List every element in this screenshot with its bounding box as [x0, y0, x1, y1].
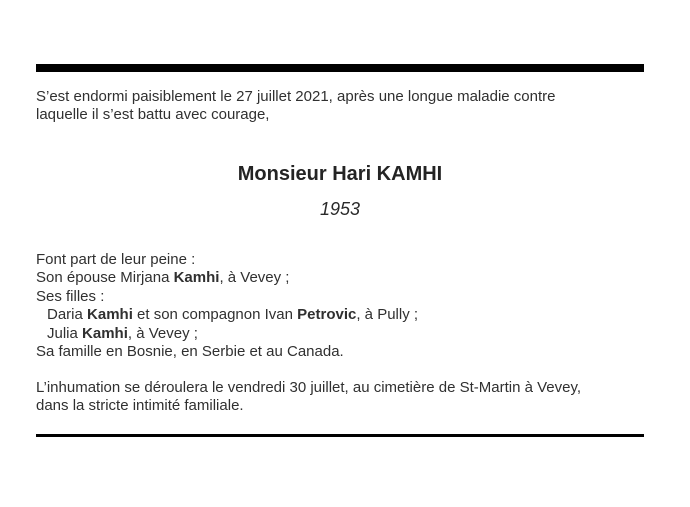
- text-line: Ses filles :: [36, 287, 105, 305]
- bottom-rule: [36, 434, 644, 437]
- text-line: Son épouse Mirjana Kamhi, à Vevey ;: [36, 269, 290, 287]
- text-line: Daria Kamhi et son compagnon Ivan Petrovic, à Pully ;: [47, 306, 419, 324]
- family-list: [36, 251, 644, 361]
- text-line: L’inhumation se déroulera le vendredi 30 juillet, au cimetière de St-Martin à Vevey,: [36, 379, 582, 396]
- text-line: Sa famille en Bosnie, en Serbie et au Canada.: [36, 343, 344, 361]
- text-line: Julia Kamhi, à Vevey ;: [47, 324, 198, 342]
- text-line: laquelle il s’est battu avec courage,: [36, 106, 270, 124]
- closing-paragraph: [36, 379, 644, 416]
- intro-paragraph: [36, 88, 644, 125]
- birth-year: 1953: [319, 199, 361, 219]
- text-line: S’est endormi paisiblement le 27 juillet 2021, après une longue maladie contre: [36, 88, 556, 105]
- top-rule: [36, 64, 644, 72]
- text-line: Font part de leur peine :: [36, 251, 196, 268]
- text-line: dans la stricte intimité familiale.: [36, 397, 244, 415]
- deceased-name: Monsieur Hari KAMHI: [237, 163, 443, 185]
